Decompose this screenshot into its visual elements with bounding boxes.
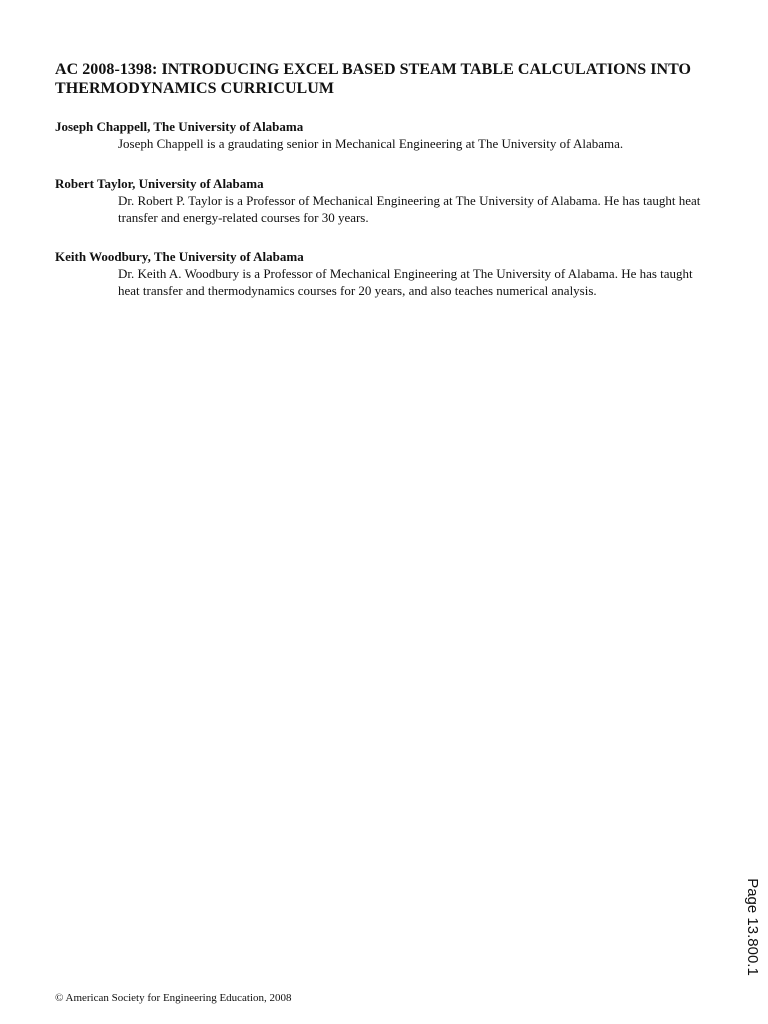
author-entry <box>55 175 715 226</box>
author-name: Joseph Chappell, The University of Alabama <box>55 119 304 134</box>
author-entry <box>55 248 715 299</box>
author-bio: Dr. Robert P. Taylor is a Professor of Mechanical Engineering at The University of Alabama. He has taught heat transfer and energy-related courses for 30 years. <box>118 193 701 225</box>
paper-title: AC 2008-1398: INTRODUCING EXCEL BASED STEAM TABLE CALCULATIONS INTO THERMODYNAMICS CURRICULUM <box>55 61 692 97</box>
author-bio: Dr. Keith A. Woodbury is a Professor of Mechanical Engineering at The University of Alabama. He has taught heat transfer and thermodynamics courses for 20 years, and also teaches numerical analysis. <box>118 266 693 298</box>
page-number: Page 13.800.1 <box>744 878 761 976</box>
author-name: Robert Taylor, University of Alabama <box>55 176 264 191</box>
author-entry <box>55 118 715 152</box>
author-name: Keith Woodbury, The University of Alabama <box>55 249 304 264</box>
author-bio: Joseph Chappell is a graudating senior in Mechanical Engineering at The University of Alabama. <box>118 136 624 151</box>
copyright-notice: © American Society for Engineering Education, 2008 <box>55 992 292 1004</box>
